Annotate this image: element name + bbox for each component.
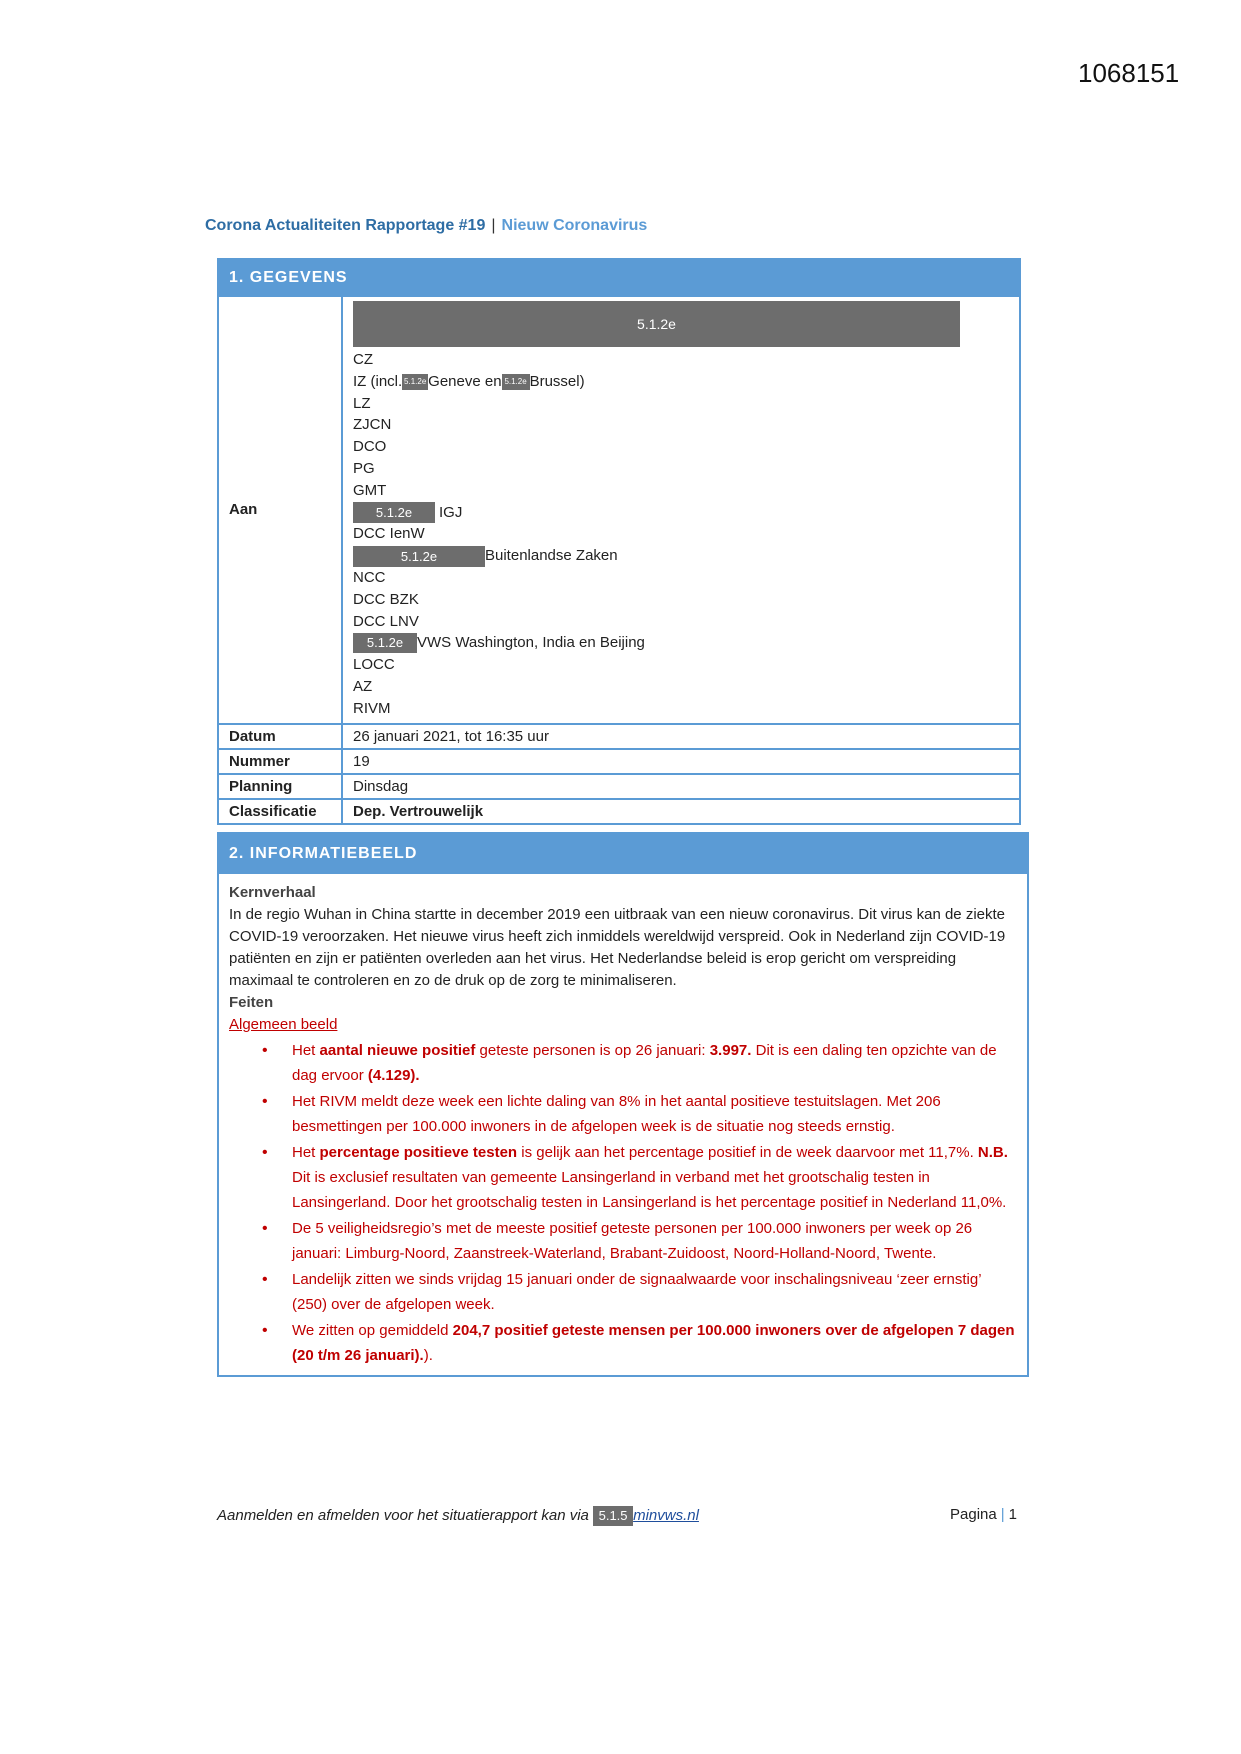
report-header	[205, 217, 647, 235]
recipient-bz-text: Buitenlandse Zaken	[485, 547, 618, 565]
recipient-dco: DCO	[353, 438, 387, 456]
page-number: 1	[1008, 1506, 1017, 1523]
fact-item: • Het RIVM meldt deze week een lichte daling van 8% in het aantal positieve testuitslagen. Met 206 besmettingen per 100.000 inwoners in de afgelopen week is de situatie nog steeds ernstig.	[292, 1089, 1017, 1139]
kernverhaal-text: In de regio Wuhan in China startte in december 2019 een uitbraak van een nieuw coronavirus. Dit virus kan de ziekte COVID-19 veroorzaken. Het nieuwe virus heeft zich inmiddels wereldwijd verspreid. Ook in Nederland zijn COVID-19 patiënten en zijn er patiënten overleden aan het virus. Het Nederlandse beleid is erop gericht om verspreiding maximaal te controleren en zo de druk op de zorg te minimaliseren.	[229, 906, 1006, 989]
recipient-pg: PG	[353, 459, 375, 477]
redaction-block: 5.1.2e	[353, 301, 960, 347]
kernverhaal-title: Kernverhaal	[229, 884, 316, 901]
header-separator: |	[491, 217, 496, 234]
minvws-link[interactable]: minvws.nl	[633, 1506, 699, 1524]
nummer-label: Nummer	[219, 749, 342, 774]
facts-list	[229, 1038, 1017, 1368]
informatiebeeld-heading: 2. INFORMATIEBEELD	[219, 834, 1027, 874]
fact-item: • Landelijk zitten we sinds vrijdag 15 januari onder de signaalwaarde voor inschalingsniveau ‘zeer ernstig’ (250) over de afgelopen week.	[292, 1267, 1017, 1317]
recipient-lz: LZ	[353, 394, 371, 412]
datum-label: Datum	[219, 724, 342, 749]
fact-text: geteste personen is op 26 januari:	[475, 1042, 710, 1059]
recipient-iz-text: Geneve en	[428, 372, 502, 390]
recipient-az: AZ	[353, 677, 373, 695]
fact-text: Dit is een daling ten opzichte van de dag ervoor	[292, 1042, 997, 1084]
recipient-vws-text: VWS Washington, India en Beijing	[417, 634, 645, 652]
fact-emphasis: 204,7 positief geteste mensen per 100.000 inwoners over de afgelopen 7 dagen (20 t/m 26 januari).	[292, 1322, 1015, 1364]
informatiebeeld-body	[219, 874, 1027, 1375]
fact-emphasis: N.B.	[977, 1144, 1008, 1161]
fact-text: ).	[423, 1347, 433, 1364]
recipient-dcc-bzk: DCC BZK	[353, 590, 419, 608]
recipient-rivm: RIVM	[353, 699, 391, 717]
fact-emphasis: (4.129).	[367, 1067, 420, 1084]
recipient-dcc-lnv: DCC LNV	[353, 612, 419, 630]
recipient-gmt: GMT	[353, 481, 387, 499]
datum-value: 26 januari 2021, tot 16:35 uur	[342, 724, 1019, 749]
fact-item	[292, 1038, 1017, 1088]
gegevens-heading: 1. GEGEVENS	[219, 260, 1019, 295]
page-indicator	[950, 1506, 1017, 1523]
recipient-igj-text: IGJ	[439, 503, 463, 521]
recipient-iz-text: Brussel)	[529, 372, 585, 390]
recipient-vws	[353, 632, 1009, 654]
report-title: Corona Actualiteiten Rapportage #19	[205, 217, 486, 234]
recipient-locc: LOCC	[353, 656, 395, 674]
recipient-ncc: NCC	[353, 568, 386, 586]
report-subtitle: Nieuw Coronavirus	[501, 217, 648, 234]
page-footer	[217, 1506, 1017, 1526]
redaction-block: 5.1.5	[593, 1506, 633, 1526]
gegevens-table	[219, 295, 1019, 823]
recipient-iz-text: IZ (incl.	[353, 372, 403, 390]
gegevens-section	[217, 258, 1021, 825]
page-separator: |	[1000, 1506, 1005, 1523]
fact-text: We zitten op gemiddeld	[292, 1322, 453, 1339]
footer-note: Aanmelden en afmelden voor het situatierapport kan via	[217, 1506, 589, 1524]
redaction-block: 5.1.2e	[353, 633, 417, 653]
aan-label: Aan	[219, 296, 342, 724]
recipient-iz	[353, 371, 1009, 393]
fact-emphasis: 3.997.	[709, 1042, 752, 1059]
redaction-block: 5.1.2e	[402, 374, 428, 390]
footer-text	[217, 1507, 699, 1524]
fact-emphasis: aantal nieuwe positief	[319, 1042, 476, 1059]
classificatie-label: Classificatie	[219, 799, 342, 823]
recipient-cz: CZ	[353, 351, 373, 368]
planning-label: Planning	[219, 774, 342, 799]
nummer-value: 19	[342, 749, 1019, 774]
fact-text: Het	[292, 1042, 320, 1059]
redaction-block: 5.1.2e	[353, 546, 485, 567]
fact-item: • De 5 veiligheidsregio’s met de meeste positief geteste personen per 100.000 inwoners per week op 26 januari: Limburg-Noord, Zaanstreek-Waterland, Brabant-Zuidoost, Noord-Holland-Noord, Twente.	[292, 1216, 1017, 1266]
aan-recipients	[342, 296, 1019, 724]
fact-text: Het	[292, 1144, 320, 1161]
feiten-title: Feiten	[229, 994, 274, 1011]
planning-value: Dinsdag	[342, 774, 1019, 799]
fact-text: Dit is exclusief resultaten van gemeente Lansingerland in verband met het grootschalig testen in Lansingerland. Door het grootschalig testen in Lansingerland is het percentage positief in Nederland 11,0%.	[292, 1169, 1007, 1211]
recipient-dcc-ienw: DCC IenW	[353, 525, 425, 543]
algemeen-beeld-title: Algemeen beeld	[229, 1016, 338, 1033]
recipient-zjcn: ZJCN	[353, 416, 392, 434]
fact-text: is gelijk aan het percentage positief in de week daarvoor met 11,7%.	[517, 1144, 978, 1161]
page-label: Pagina	[950, 1506, 997, 1523]
classificatie-value: Dep. Vertrouwelijk	[342, 799, 1019, 823]
recipient-bz	[353, 545, 1009, 567]
fact-item	[292, 1140, 1017, 1215]
redaction-block: 5.1.2e	[353, 502, 435, 523]
fact-item	[292, 1318, 1017, 1368]
fact-emphasis: percentage positieve testen	[319, 1144, 518, 1161]
informatiebeeld-section	[217, 832, 1029, 1377]
recipient-igj	[353, 502, 1009, 524]
redaction-block: 5.1.2e	[502, 374, 530, 390]
document-number: 1068151	[1078, 58, 1180, 88]
